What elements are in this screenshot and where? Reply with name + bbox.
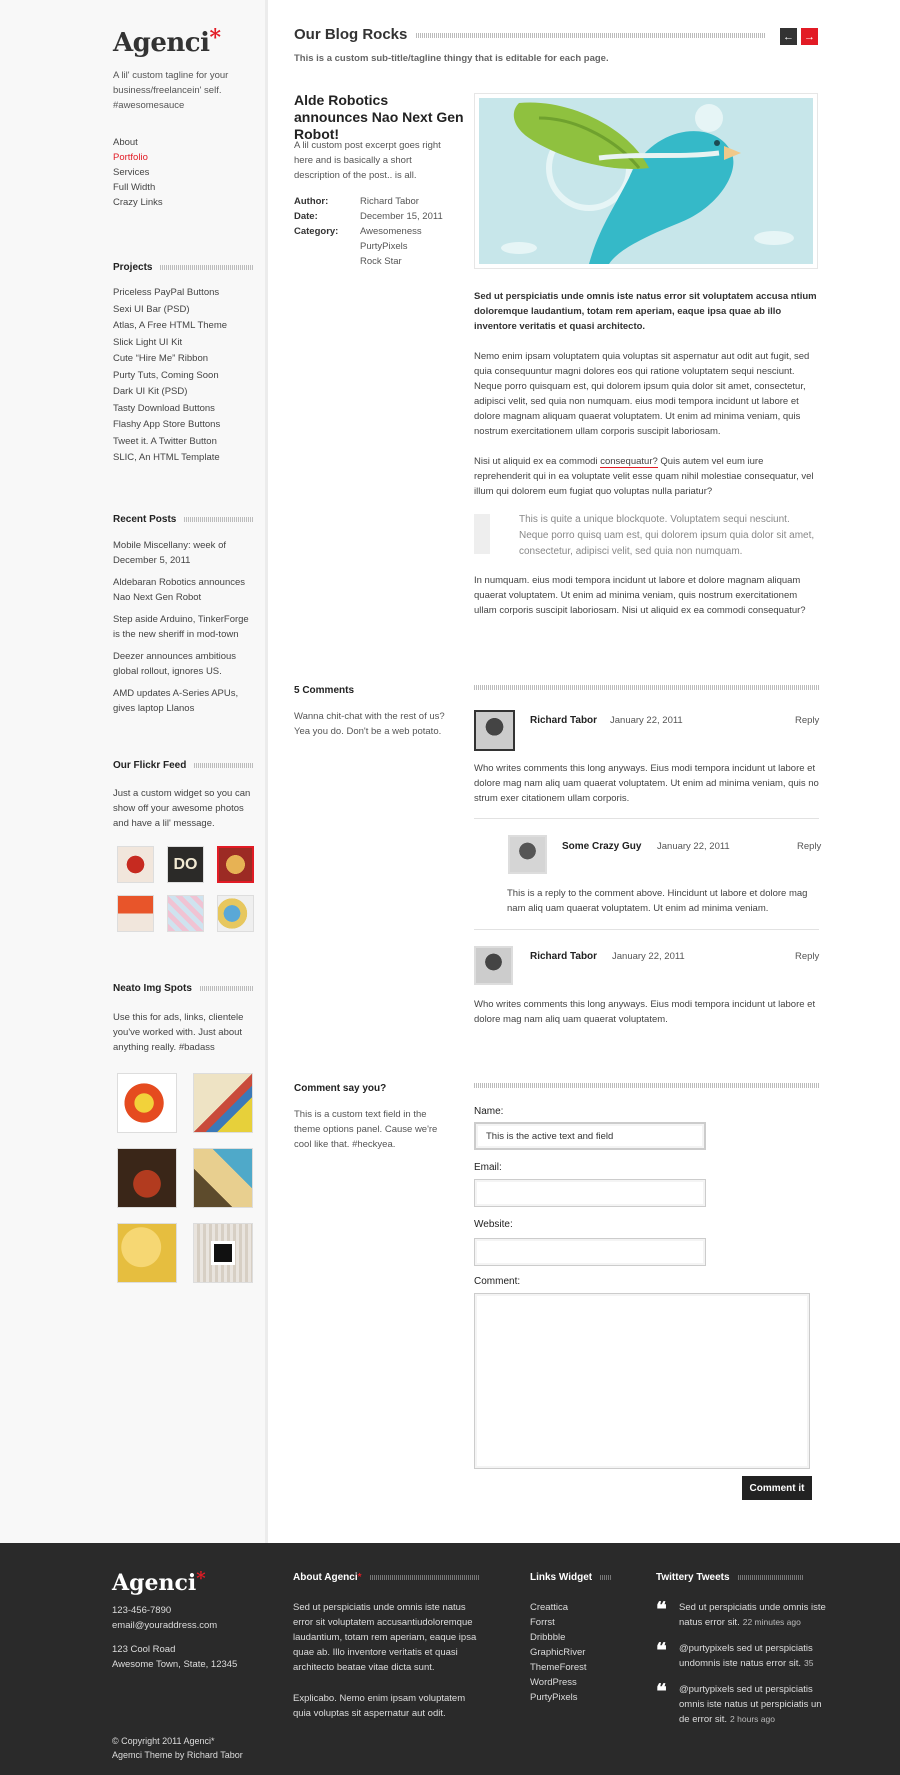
site-tagline: A lil' custom tagline for your business/freelancein' self. #awesomesauce xyxy=(113,70,229,111)
footer-copyright xyxy=(112,1734,243,1762)
footer-link[interactable]: ThemeForest xyxy=(530,1662,587,1673)
submit-comment-button[interactable]: Comment it xyxy=(742,1476,812,1500)
recent-posts-widget-title xyxy=(113,514,253,525)
name-field[interactable] xyxy=(474,1122,706,1150)
footer-link[interactable]: GraphicRiver xyxy=(530,1647,586,1658)
project-link[interactable]: Cute “Hire Me” Ribbon xyxy=(113,353,209,364)
form-title: Comment say you? xyxy=(294,1083,387,1094)
meta-author-label: Author: xyxy=(294,196,329,207)
comment-author[interactable]: Some Crazy Guy xyxy=(562,841,642,852)
post-lead: Sed ut perspiciatis unde omnis iste natus error sit voluptatem accusa ntium doloremque laudantium, totam rem aperiam, eaque ipsa quae ab illo inventore veritatis et quasi architecto. xyxy=(474,291,817,332)
ad-spot-image[interactable] xyxy=(193,1148,253,1208)
comment-text: This is a reply to the comment above. Hincidunt ut labore et dolore mag nam aliq uam quaerat voluptatem. Ut enim ad minima veniam. xyxy=(507,888,808,914)
ad-spot-image[interactable] xyxy=(193,1073,253,1133)
recent-posts-title-text: Recent Posts xyxy=(113,514,177,525)
comment-date: January 22, 2011 xyxy=(612,951,685,962)
nav-item-services[interactable]: Services xyxy=(113,167,150,178)
flickr-photo[interactable]: DO xyxy=(167,846,204,883)
meta-date-label: Date: xyxy=(294,211,318,222)
logo-star: * xyxy=(196,1568,206,1589)
form-intro: This is a custom text field in the theme options panel. Cause we're cool like that. #heckyea. xyxy=(294,1109,438,1150)
title-divider xyxy=(370,1575,480,1580)
title-divider xyxy=(600,1575,612,1580)
comment-date: January 22, 2011 xyxy=(657,841,730,852)
projects-title-text: Projects xyxy=(113,262,153,273)
reply-link[interactable]: Reply xyxy=(797,841,822,852)
nav-item-full-width[interactable]: Full Width xyxy=(113,182,156,193)
title-divider xyxy=(160,265,253,270)
inline-link[interactable]: consequatur? xyxy=(600,456,658,467)
nav-item-portfolio[interactable]: Portfolio xyxy=(113,152,148,163)
tweet-time[interactable]: 22 minutes ago xyxy=(742,1617,801,1627)
footer-address: Awesome Town, State, 12345 xyxy=(112,1659,238,1670)
flickr-text: Just a custom widget so you can show off your awesome photos and have a lil' message. xyxy=(113,788,251,829)
project-link[interactable]: Priceless PayPal Buttons xyxy=(113,287,220,298)
quote-icon: ❝ xyxy=(656,1679,667,1703)
meta-category[interactable]: Awesomeness xyxy=(360,226,422,237)
post-featured-image xyxy=(474,93,818,269)
ad-spot-image[interactable] xyxy=(117,1073,177,1133)
logo-star: * xyxy=(209,25,221,51)
projects-widget-title xyxy=(113,262,253,273)
footer-link[interactable]: PurtyPixels xyxy=(530,1692,578,1703)
comment-author[interactable]: Richard Tabor xyxy=(530,715,598,726)
comment-divider xyxy=(474,929,819,930)
flickr-photo[interactable] xyxy=(217,895,254,932)
arrow-left-icon: ← xyxy=(783,30,794,43)
footer-phone: 123-456-7890 xyxy=(112,1605,172,1616)
recent-post-link[interactable]: AMD updates A-Series APUs, gives laptop Llanos xyxy=(113,688,239,714)
email-field[interactable] xyxy=(474,1179,706,1207)
recent-post-link[interactable]: Deezer announces ambitious global rollout, ignores US. xyxy=(113,651,237,677)
project-link[interactable]: Sexi UI Bar (PSD) xyxy=(113,303,190,315)
section-divider xyxy=(474,1083,819,1088)
flickr-photo[interactable] xyxy=(167,895,204,932)
logo-text: Agenci xyxy=(113,28,210,58)
tweet-text: Sed ut perspiciatis unde omnis iste natus error sit. xyxy=(679,1602,826,1628)
footer-link[interactable]: Forrst xyxy=(530,1617,555,1628)
project-link[interactable]: Dark UI Kit (PSD) xyxy=(113,386,188,397)
meta-category[interactable]: PurtyPixels xyxy=(360,241,408,252)
credit-text: Agemci Theme by Richard Tabor xyxy=(112,1750,243,1760)
quote-icon: ❝ xyxy=(656,1638,667,1662)
flickr-widget-title xyxy=(113,760,253,771)
blockquote: This is quite a unique blockquote. Voluptatem sequi nesciunt. Neque porro quisq uam est, qui dolorem ipsum quia dolor sit amet, consectetur, adipisci velit, sed quia non numquam. xyxy=(519,514,815,557)
recent-post-link[interactable]: Aldebaran Robotics announces Nao Next Gen Robot xyxy=(113,577,246,603)
project-link[interactable]: Purty Tuts, Coming Soon xyxy=(113,369,219,381)
sidebar xyxy=(0,0,268,1543)
footer-email[interactable]: email@youraddress.com xyxy=(112,1620,218,1631)
footer-link[interactable]: Dribbble xyxy=(530,1632,566,1643)
tweets-title-text: Twittery Tweets xyxy=(656,1572,730,1583)
footer-links-title xyxy=(530,1572,612,1583)
flickr-photo[interactable] xyxy=(117,895,154,932)
title-divider xyxy=(416,33,766,38)
footer-links-list xyxy=(530,1600,587,1705)
ad-spot-image[interactable] xyxy=(117,1223,177,1283)
links-title-text: Links Widget xyxy=(530,1572,593,1583)
name-label: Name: xyxy=(474,1106,504,1117)
project-link[interactable]: Tweet it. A Twitter Button xyxy=(113,435,217,447)
flickr-photo[interactable] xyxy=(217,846,254,883)
meta-author[interactable]: Richard Tabor xyxy=(360,196,419,207)
project-link[interactable]: Flashy App Store Buttons xyxy=(113,419,221,430)
tweet-text: @purtypixels sed ut perspiciatis omnis iste natus ut perspiciatis un de error sit. xyxy=(679,1684,822,1725)
paragraph-text: Nisi ut aliquid ex ea commodi xyxy=(474,456,601,467)
blockquote-marker xyxy=(474,514,490,554)
next-page-button[interactable] xyxy=(801,28,818,45)
section-divider xyxy=(474,685,819,690)
paragraph-text: Quis autem vel eum iure reprehenderit qui in ea voluptate velit esse quam nihil molestiae consequatur, vel illum qui dolorem eum fugiat quo voluptas nulla pariatur? xyxy=(474,456,814,497)
copyright-text: © Copyright 2011 Agenci* xyxy=(112,1736,215,1746)
page-subtitle: This is a custom sub-title/tagline thingy that is editable for each page. xyxy=(294,53,609,64)
comment-text: Who writes comments this long anyways. Eius modi tempora incidunt ut labore et dolore mag nam aliq uam quaerat voluptatem. xyxy=(474,999,816,1025)
flickr-grid xyxy=(117,846,254,932)
recent-post-link[interactable]: Step aside Arduino, TinkerForge is the new sheriff in mod-town xyxy=(113,614,249,640)
footer-link[interactable]: Creattica xyxy=(530,1602,569,1613)
footer-link[interactable]: WordPress xyxy=(530,1677,577,1688)
reply-link[interactable]: Reply xyxy=(795,951,820,962)
flickr-title-text: Our Flickr Feed xyxy=(113,760,187,771)
comment-label: Comment: xyxy=(474,1276,521,1287)
comment-divider xyxy=(474,818,819,819)
reply-link[interactable]: Reply xyxy=(795,715,820,726)
footer-address: 123 Cool Road xyxy=(112,1644,176,1655)
ad-spot-image[interactable] xyxy=(117,1148,177,1208)
footer-about-text: Sed ut perspiciatis unde omnis iste natus error sit voluptatem accusantiudoloremque laudantium, totam rem aperiam, eaque ipsa quae ab. Illo inventore veritatis et quasi architecto beatae vitae dicta sunt. xyxy=(293,1602,477,1673)
tweet-time[interactable]: 35 xyxy=(803,1658,814,1668)
bird-illustration xyxy=(479,98,813,264)
post-excerpt: A lil custom post excerpt goes right here and is basically a short description of the post.. is all. xyxy=(294,140,441,181)
project-link[interactable]: SLIC, An HTML Template xyxy=(113,452,220,463)
tweet-time[interactable]: 2 hours ago xyxy=(730,1714,775,1724)
nav-item-about[interactable]: About xyxy=(113,137,138,148)
img-spots-text: Use this for ads, links, clientele you've worked with. Just about anything really. #badass xyxy=(113,1012,244,1053)
avatar-photo xyxy=(476,948,511,983)
avatar[interactable] xyxy=(508,835,547,874)
meta-date: December 15, 2011 xyxy=(360,211,443,222)
project-link[interactable]: Tasty Download Buttons xyxy=(113,402,215,414)
post-title[interactable]: Alde Robotics announces Nao Next Gen Robot! xyxy=(294,92,464,142)
project-link[interactable]: Slick Light UI Kit xyxy=(113,336,183,348)
meta-category[interactable]: Rock Star xyxy=(360,256,402,267)
tweet-text: @purtypixels sed ut perspiciatis undomnis iste natus error sit. xyxy=(679,1643,813,1669)
meta-category-label: Category: xyxy=(294,226,339,237)
arrow-right-icon: → xyxy=(804,30,815,43)
avatar-photo xyxy=(476,712,513,749)
nav-item-crazy-links[interactable]: Crazy Links xyxy=(113,197,163,208)
footer-logo[interactable] xyxy=(112,1570,206,1596)
quote-icon: ❝ xyxy=(656,1597,667,1621)
comments-title: 5 Comments xyxy=(294,685,355,696)
comment-textarea[interactable] xyxy=(474,1293,810,1469)
about-title-star: * xyxy=(357,1572,362,1583)
post-paragraph: In numquam. eius modi tempora incidunt ut labore et dolore magnam aliquam quaerat voluptatem. Ut enim ad minima veniam, quis nostrum exercitationem ullam corporis suscipit laboriosam. Nisi ut aliquid ex ea commodi consequatur? xyxy=(474,575,806,616)
prev-page-button[interactable] xyxy=(780,28,797,45)
ad-spot-image[interactable] xyxy=(193,1223,253,1283)
main-nav xyxy=(113,135,163,210)
title-divider xyxy=(194,763,253,768)
recent-post-link[interactable]: Mobile Miscellany: week of December 5, 2011 xyxy=(113,540,226,566)
comment-text: Who writes comments this long anyways. Eius modi tempora incidunt ut labore et dolore mag nam aliq uam quaerat voluptatem. Ut enim ad minima veniam, quis no strum exer citationem ullam corporis. xyxy=(474,763,819,804)
recent-posts-list xyxy=(113,538,253,723)
title-divider xyxy=(738,1575,803,1580)
comments-intro: Wanna chit-chat with the rest of us? Yea you do. Don't be a web potato. xyxy=(294,711,445,737)
projects-list xyxy=(113,285,227,467)
site-logo[interactable] xyxy=(113,25,221,58)
website-field[interactable] xyxy=(474,1238,706,1266)
avatar[interactable] xyxy=(474,710,515,751)
comment-author[interactable]: Richard Tabor xyxy=(530,951,598,962)
avatar-photo xyxy=(510,837,545,872)
img-spots-grid xyxy=(117,1073,253,1283)
page-title: Our Blog Rocks xyxy=(294,26,408,43)
title-divider xyxy=(184,517,253,522)
img-spots-title-text: Neato Img Spots xyxy=(113,983,192,994)
post-paragraph: Nemo enim ipsam voluptatem quia voluptas sit aspernatur aut odit aut fugit, sed quia consequuntur magni dolores eos qui ratione voluptatem sequi nesciunt. Neque porro quisquam est, qui dolorem ipsum quia dolor sit amet, consectetur, adipisci velit, sed quia non numquam. eius modi tempora incidunt ut labore et dolore magnam aliquam quaerat voluptatem. Ut enim ad minima veniam, quis nostrum exercitationem ullam corporis suscipit laboriosam. xyxy=(474,351,810,437)
title-divider xyxy=(200,986,253,991)
footer-about-text: Explicabo. Nemo enim ipsam voluptatem quia voluptas sit aspernatur aut odit. xyxy=(293,1693,466,1719)
comment-date: January 22, 2011 xyxy=(610,715,683,726)
project-link[interactable]: Atlas, A Free HTML Theme xyxy=(113,320,228,331)
about-title-text: About Agenci xyxy=(293,1572,358,1583)
website-label: Website: xyxy=(474,1219,513,1230)
post-paragraph xyxy=(474,454,822,499)
avatar[interactable] xyxy=(474,946,513,985)
flickr-photo[interactable] xyxy=(117,846,154,883)
footer-about-title xyxy=(293,1572,480,1583)
logo-text: Agenci xyxy=(112,1570,197,1596)
footer-tweets-title xyxy=(656,1572,803,1583)
email-label: Email: xyxy=(474,1162,502,1173)
img-spots-widget-title xyxy=(113,983,253,994)
